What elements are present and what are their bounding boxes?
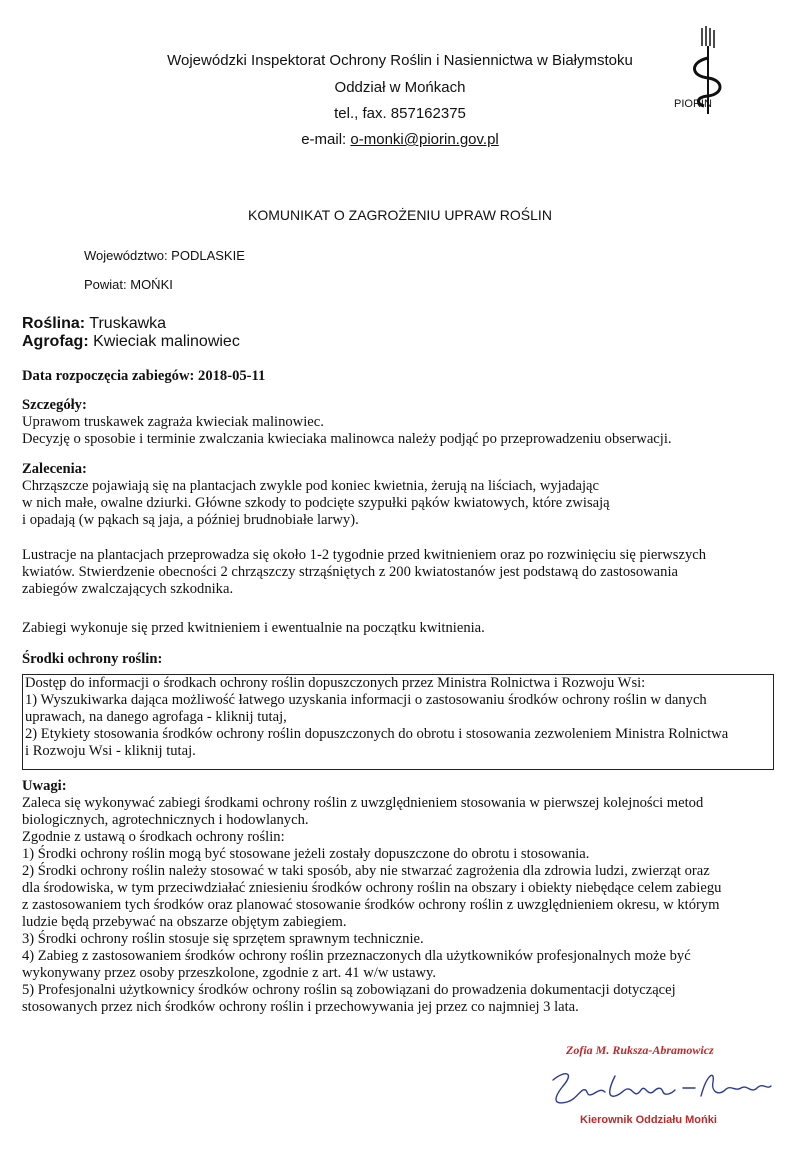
- recommendations-line: Chrząszcze pojawiają się na plantacjach zwykle pod koniec kwietnia, żerują na liściach, wyjadając: [22, 478, 599, 494]
- plant-row: [22, 315, 166, 333]
- header-email: [100, 131, 700, 148]
- recommendations-line: w nich małe, owalne dziurki. Główne szkody to podcięte szypułki pąków kwiatowych, które zwisają: [22, 495, 610, 511]
- box-link-search[interactable]: 1) Wyszukiwarka dająca możliwość łatwego uzyskania informacji o zastosowaniu środków ochrony roślin w danych: [25, 692, 707, 708]
- notes-line: 3) Środki ochrony roślin stosuje się sprzętem sprawnym technicznie.: [22, 931, 424, 947]
- notes-line: Zgodnie z ustawą o środkach ochrony roślin:: [22, 829, 285, 845]
- signatory-name: Zofia M. Ruksza-Abramowicz: [566, 1043, 714, 1057]
- page-title: KOMUNIKAT O ZAGROŻENIU UPRAW ROŚLIN: [248, 207, 552, 223]
- box-line: Dostęp do informacji o środkach ochrony roślin dopuszczonych przez Ministra Rolnictwa i Rozwoju Wsi:: [25, 675, 646, 691]
- notes-line: ludzie będą przebywać na obszarze objętym zabiegiem.: [22, 914, 347, 930]
- details-section: [22, 397, 792, 448]
- details-line: Decyzję o sposobie i terminie zwalczania kwieciaka malinowca należy podjąć po przeprowadzeniu obserwacji.: [22, 431, 672, 447]
- box-link-labels[interactable]: 2) Etykiety stosowania środków ochrony roślin dopuszczonych do obrotu i stosowania zezwoleniem Ministra Rolnictwa: [25, 726, 729, 742]
- treatment-paragraph: Zabiegi wykonuje się przed kwitnieniem i ewentualnie na początku kwitnienia.: [22, 620, 485, 636]
- email-link[interactable]: o-monki@piorin.gov.pl: [350, 131, 499, 148]
- box-link-labels-cont[interactable]: i Rozwoju Wsi - kliknij tutaj.: [25, 743, 196, 759]
- plant-protection-heading: Środki ochrony roślin:: [22, 651, 163, 667]
- county: Powiat: MOŃKI: [84, 277, 173, 292]
- header-institution: Wojewódzki Inspektorat Ochrony Roślin i Nasiennictwa w Białymstoku: [167, 52, 633, 69]
- recommendations-section: [22, 461, 792, 529]
- voivodeship: Województwo: PODLASKIE: [84, 248, 245, 263]
- plant-value: Truskawka: [89, 315, 167, 332]
- notes-line: Zaleca się wykonywać zabiegi środkami ochrony roślin z uwzględnieniem stosowania w pierwszej kolejności metod: [22, 795, 704, 811]
- notes-line: 2) Środki ochrony roślin należy stosować w taki sposób, aby nie stwarzać zagrożenia dla zdrowia ludzi, zwierząt oraz: [22, 863, 710, 879]
- box-link-search-cont[interactable]: uprawach, na danego agrofaga - kliknij tutaj,: [25, 709, 287, 725]
- recommendations-line: i opadają (w pąkach są jaja, a później brudnobiałe larwy).: [22, 512, 359, 528]
- recommendations-heading: Zalecenia:: [22, 461, 87, 477]
- notes-line: z zastosowaniem tych środków oraz planować stosowanie środków ochrony roślin z uwzględnieniem okresu, w którym: [22, 897, 720, 913]
- details-line: Uprawom truskawek zagraża kwieciak malinowiec.: [22, 414, 324, 430]
- plant-label: Roślina:: [22, 315, 86, 332]
- notes-line: stosowanych przez nich środków ochrony roślin i przechowywania jej przez co najmniej 3 lata.: [22, 999, 579, 1015]
- notes-line: 5) Profesjonalni użytkownicy środków ochrony roślin są zobowiązani do prowadzenia dokumentacji dotyczącej: [22, 982, 676, 998]
- notes-line: 4) Zabieg z zastosowaniem środków ochrony roślin przeznaczonych dla użytkowników profesjonalnych może być: [22, 948, 691, 964]
- plant-protection-box: [22, 674, 774, 770]
- start-date: Data rozpoczęcia zabiegów: 2018-05-11: [22, 368, 266, 384]
- handwritten-signature: [545, 1062, 775, 1112]
- notes-line: 1) Środki ochrony roślin mogą być stosowane jeżeli zostały dopuszczone do obrotu i stosowania.: [22, 846, 590, 862]
- email-label: e-mail:: [301, 131, 351, 148]
- signatory-title: Kierownik Oddziału Mońki: [580, 1114, 717, 1126]
- notes-line: dla środowiska, w tym przeciwdziałać zniesieniu środków ochrony roślin na obszary i obiekty niebędące celem zabiegu: [22, 880, 722, 896]
- notes-section: [22, 778, 792, 1016]
- logo-text: PIORIN: [674, 98, 712, 110]
- notes-line: biologicznych, agrotechnicznych i hodowlanych.: [22, 812, 309, 828]
- header-phone: tel., fax. 857162375: [334, 105, 466, 122]
- pest-label: Agrofag:: [22, 333, 89, 350]
- details-heading: Szczegóły:: [22, 397, 87, 413]
- pest-value: Kwieciak malinowiec: [93, 333, 240, 350]
- inspection-paragraph: Lustracje na plantacjach przeprowadza się około 1-2 tygodnie przed kwitnieniem oraz po rozwinięciu się pierwszych kwiatów. Stwierdzenie obecności 2 chrząszczy strząśniętych z 200 kwiatostanów jest podstawą do zastosowania zabiegów zwalczających szkodnika.: [22, 547, 707, 597]
- pest-row: [22, 333, 240, 351]
- notes-line: wykonywany przez osoby przeszkolone, zgodnie z art. 41 w/w ustawy.: [22, 965, 437, 981]
- notes-heading: Uwagi:: [22, 778, 67, 794]
- header-branch: Oddział w Mońkach: [334, 79, 466, 96]
